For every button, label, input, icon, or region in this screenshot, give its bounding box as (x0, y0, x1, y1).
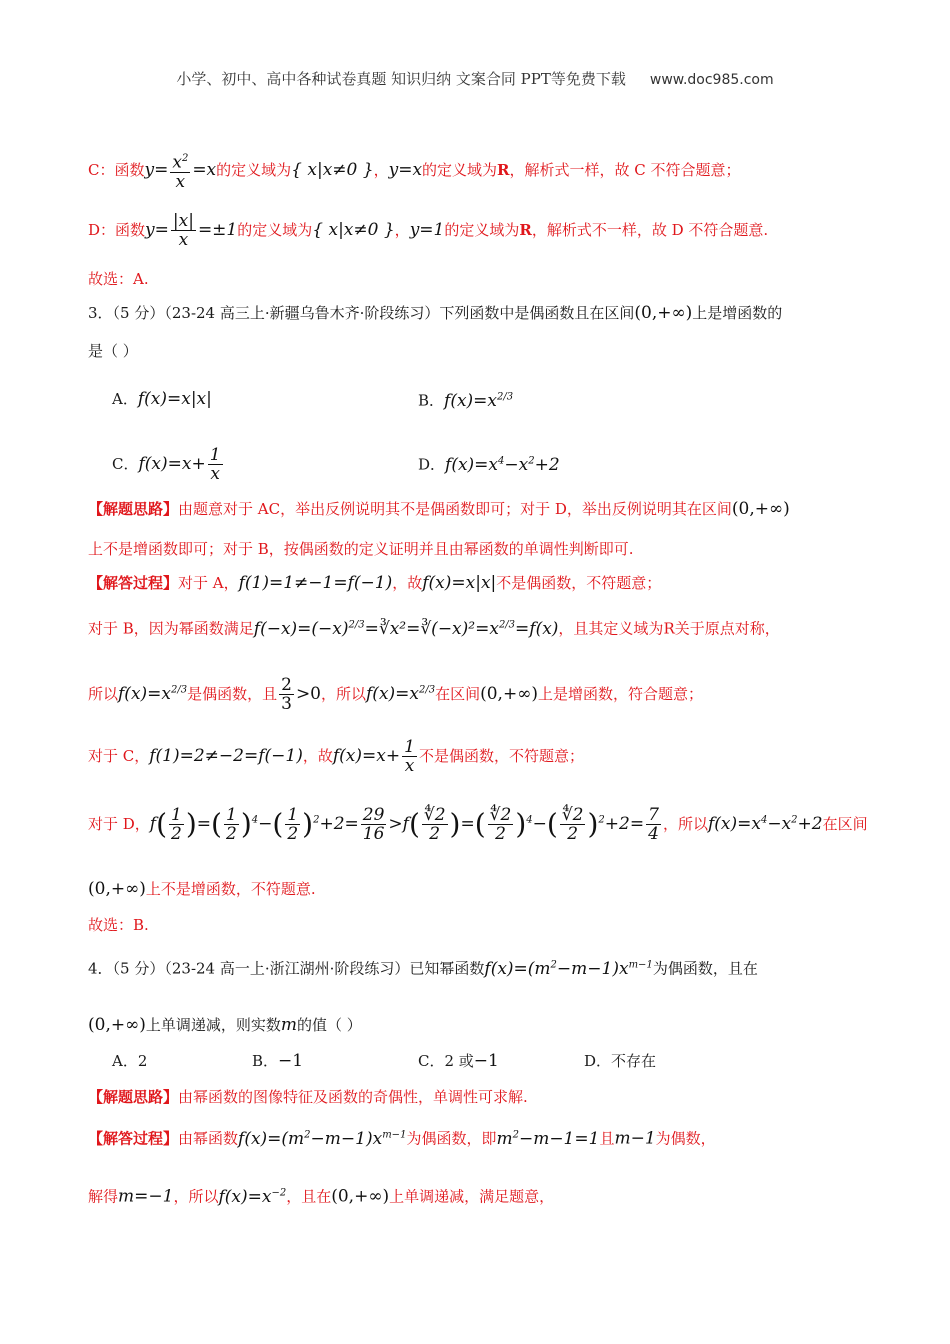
q3-proc-d3: 在区间 (822, 815, 868, 833)
d-formula2: y=1 (409, 220, 445, 240)
q3-proc-d4: 上不是增函数，不符题意. (145, 880, 316, 898)
q3-proc-d2: ，所以 (662, 815, 708, 833)
q3-proc-bR: R (663, 619, 675, 638)
q3-proc-a2: ，故 (392, 574, 423, 592)
d-R: R (519, 221, 532, 239)
c-line-text: C：函数 (88, 160, 145, 179)
q4-think-tag: 【解题思路】 (88, 1088, 179, 1106)
q3-proc-d (88, 806, 868, 843)
q4-m: m (280, 1015, 298, 1035)
q3-proc-c-formula: f(1)=2≠−2=f(−1) (149, 746, 303, 766)
d-domain: { x|x≠0 } (312, 220, 395, 240)
q3-proc-d-formula: f( $\frac{1}{2}$ )=( $\frac{1}{2}$ )$^4$−( $\frac{1}{2}$ )$^2$+2= $\frac{29}{16}$ >f( $\frac{∜2}{2}$ )=( $\frac{∜2}{2}$ )$^4$−( $\frac{∜2}{2}$ )$^2$+2= $\frac{7}{4}$ (149, 805, 659, 844)
q3-option-c-label: C． (112, 455, 139, 473)
q4-proc-formula2: $m^2-m-1=1$ (496, 1128, 600, 1149)
q3-think-line2: 上不是增函数即可；对于 B，按偶函数的定义证明并且由幂函数的单调性判断即可. (88, 540, 634, 558)
q4-formula: $f(x)=(m^2-m-1)x^{m-1}$ (484, 958, 653, 979)
d-formula: y= $\frac{|x|}{x}$ =±1 (145, 211, 238, 250)
q3-proc-a-formula: f(1)=1≠−1=f(−1) (238, 573, 393, 593)
d-line (88, 212, 768, 249)
c-formula: y= $\frac{x^2}{x}$ =x (144, 160, 216, 180)
c-line (88, 150, 741, 191)
q4-proc-p7: ，且在 (286, 1187, 332, 1206)
q3-proc-b-formula2: $f(x)=x^{2/3}$ (118, 684, 188, 704)
q3-proc-b-formula3: $f(x)=x^{2/3}$ (366, 684, 436, 704)
q4-proc-formula4: m=−1 (118, 1186, 174, 1207)
q3-option-a-label: A． (112, 390, 138, 408)
q3-think (88, 498, 790, 520)
d-line-text4: ，解析式不一样，故 D 不符合题意. (531, 221, 769, 239)
q3-proc-d-interval: (0,+∞) (88, 879, 146, 899)
q3-proc-b-line2 (88, 676, 703, 713)
q4-option-d[interactable]: D．不存在 (584, 1052, 657, 1070)
q3-option-a-formula: f(x)=x|x| (137, 389, 212, 409)
q3-proc-b-interval: (0,+∞) (480, 684, 538, 704)
q3-proc-b-ineq: $\frac{2}{3}$ >0 (281, 675, 321, 714)
c-formula2: y=x (388, 159, 423, 180)
header-url: www.doc985.com (649, 72, 774, 88)
q3-tail: 上是增函数的 (692, 304, 783, 322)
q3-proc-a1: 对于 A， (178, 574, 239, 592)
answer-a: 故选：A. (88, 270, 149, 288)
answer-b: 故选：B. (88, 916, 149, 934)
q4-option-a[interactable]: A．2 (112, 1052, 148, 1070)
q3-proc-a3: 不是偶函数，不符题意； (496, 574, 662, 592)
q4-option-c-value: −1 (473, 1051, 499, 1071)
q3-proc-b3: 关于原点对称， (674, 619, 780, 638)
q3-proc-d-line2 (88, 878, 316, 900)
q3-proc-tag: 【解答过程】 (88, 574, 179, 592)
q3-think-interval: (0,+∞) (731, 499, 790, 519)
q4-proc-p5: 解得 (88, 1187, 119, 1206)
q3-proc-c1: 对于 C， (88, 747, 150, 765)
q4-line2b: 的值（ ） (297, 1016, 362, 1034)
q3-proc-d-formula2: $f(x)=x^4-x^2+2$ (707, 814, 823, 834)
q4-head: 4．（5 分）（23-24 高一上·浙江湖州·阶段练习）已知幂函数 (88, 959, 485, 978)
q3-proc-c (88, 738, 584, 775)
q3-proc-b-formula: $f(-x)=(-x)^{2/3}=∛x^2=∛(-x)^2=x^{2/3}=f(x)$ (253, 618, 559, 639)
q3-think-text1: 由题意对于 AC，举出反例说明其不是偶函数即可；对于 D，举出反例说明其在区间 (178, 500, 732, 518)
q4-option-c-label: C．2 或 (418, 1052, 474, 1070)
c-R: R (497, 160, 510, 179)
q3-proc-a-formula2: f(x)=x|x| (422, 573, 497, 593)
q4-option-b[interactable] (252, 1050, 303, 1072)
q3-proc-c2: ，故 (302, 747, 333, 765)
q4-proc-p4: 为偶数， (655, 1129, 716, 1148)
q3-option-d[interactable] (418, 450, 560, 476)
q4-proc-interval: (0,+∞) (331, 1186, 390, 1207)
q3-option-b[interactable] (418, 386, 513, 412)
q3-option-a[interactable] (112, 388, 212, 410)
q3-proc-b7: 在区间 (435, 685, 481, 703)
c-comma: ， (373, 160, 389, 179)
q4-option-b-value: −1 (278, 1051, 304, 1071)
q4-think-text: 由幂函数的图像特征及函数的奇偶性，单调性可求解. (178, 1088, 528, 1106)
q4-mid: 为偶函数，且在 (652, 959, 758, 978)
c-domain: { x|x≠0 } (291, 159, 374, 180)
q3-think-tag: 【解题思路】 (88, 500, 179, 518)
q4-proc-formula5: $f(x)=x^{-2}$ (218, 1186, 287, 1207)
q3-proc-b2: ，且其定义域为 (558, 619, 664, 638)
c-line-text2: 的定义域为 (216, 160, 292, 179)
q3-option-b-formula: $f(x)=x^{2/3}$ (444, 390, 514, 411)
q4-line2a: 上单调递减，则实数 (145, 1016, 281, 1034)
d-line-text2: 的定义域为 (237, 221, 313, 239)
page-header (0, 68, 950, 91)
q4-proc-p2: 为偶函数，即 (406, 1129, 497, 1148)
q4-option-c[interactable] (418, 1050, 499, 1072)
q3-option-d-label: D． (418, 455, 446, 474)
q4-proc-tag: 【解答过程】 (88, 1129, 179, 1148)
q4-proc-p3: 且 (599, 1129, 615, 1148)
q4-think (88, 1086, 528, 1108)
q4-stem (88, 954, 758, 980)
q4-proc-line2 (88, 1182, 554, 1208)
q3-interval: (0,+∞) (634, 303, 693, 323)
q3-proc-a (88, 572, 661, 594)
q4-proc-p8: 上单调递减，满足题意， (389, 1187, 555, 1206)
q3-proc-c3: 不是偶函数，不符题意； (418, 747, 584, 765)
q4-option-b-label: B． (252, 1052, 279, 1070)
q3-stem (88, 302, 782, 324)
q3-stem-line2: 是（ ） (88, 342, 138, 360)
q4-proc-p1: 由幂函数 (178, 1129, 239, 1148)
q3-proc-b6: ，所以 (321, 685, 367, 703)
q4-interval: (0,+∞) (88, 1015, 146, 1035)
q3-proc-b1: 对于 B，因为幂函数满足 (88, 619, 254, 638)
q3-proc-b5: 是偶函数，且 (187, 685, 278, 703)
q3-proc-b (88, 614, 780, 640)
q4-proc-p6: ，所以 (173, 1187, 219, 1206)
q3-option-d-formula: $f(x)=x^4-x^2+2$ (445, 454, 560, 475)
header-text: 小学、初中、高中各种试卷真题 知识归纳 文案合同 PPT等免费下载 (176, 70, 626, 88)
q3-option-c-formula: f(x)=x+ $\frac{1}{x}$ (138, 445, 221, 484)
d-line-text: D：函数 (88, 221, 146, 239)
q4-proc (88, 1124, 716, 1150)
q4-stem-line2 (88, 1014, 362, 1036)
c-line-text4: ，解析式一样，故 C 不符合题意； (509, 160, 741, 179)
q3-option-b-label: B． (418, 391, 445, 410)
q3-option-c[interactable] (112, 446, 225, 483)
q3-proc-d1: 对于 D， (88, 815, 150, 833)
q4-proc-formula: $f(x)=(m^2-m-1)x^{m-1}$ (238, 1128, 407, 1149)
d-comma: ， (394, 221, 410, 239)
c-line-text3: 的定义域为 (422, 160, 498, 179)
q3-proc-c-formula2: f(x)=x+ $\frac{1}{x}$ (332, 737, 415, 776)
q4-proc-formula3: m−1 (614, 1128, 656, 1149)
d-line-text3: 的定义域为 (444, 221, 520, 239)
q3-proc-b4: 所以 (88, 685, 119, 703)
q3-head: 3．（5 分）（23-24 高三上·新疆乌鲁木齐·阶段练习）下列函数中是偶函数且在区间 (88, 304, 635, 322)
q3-proc-b8: 上是增函数，符合题意； (538, 685, 704, 703)
